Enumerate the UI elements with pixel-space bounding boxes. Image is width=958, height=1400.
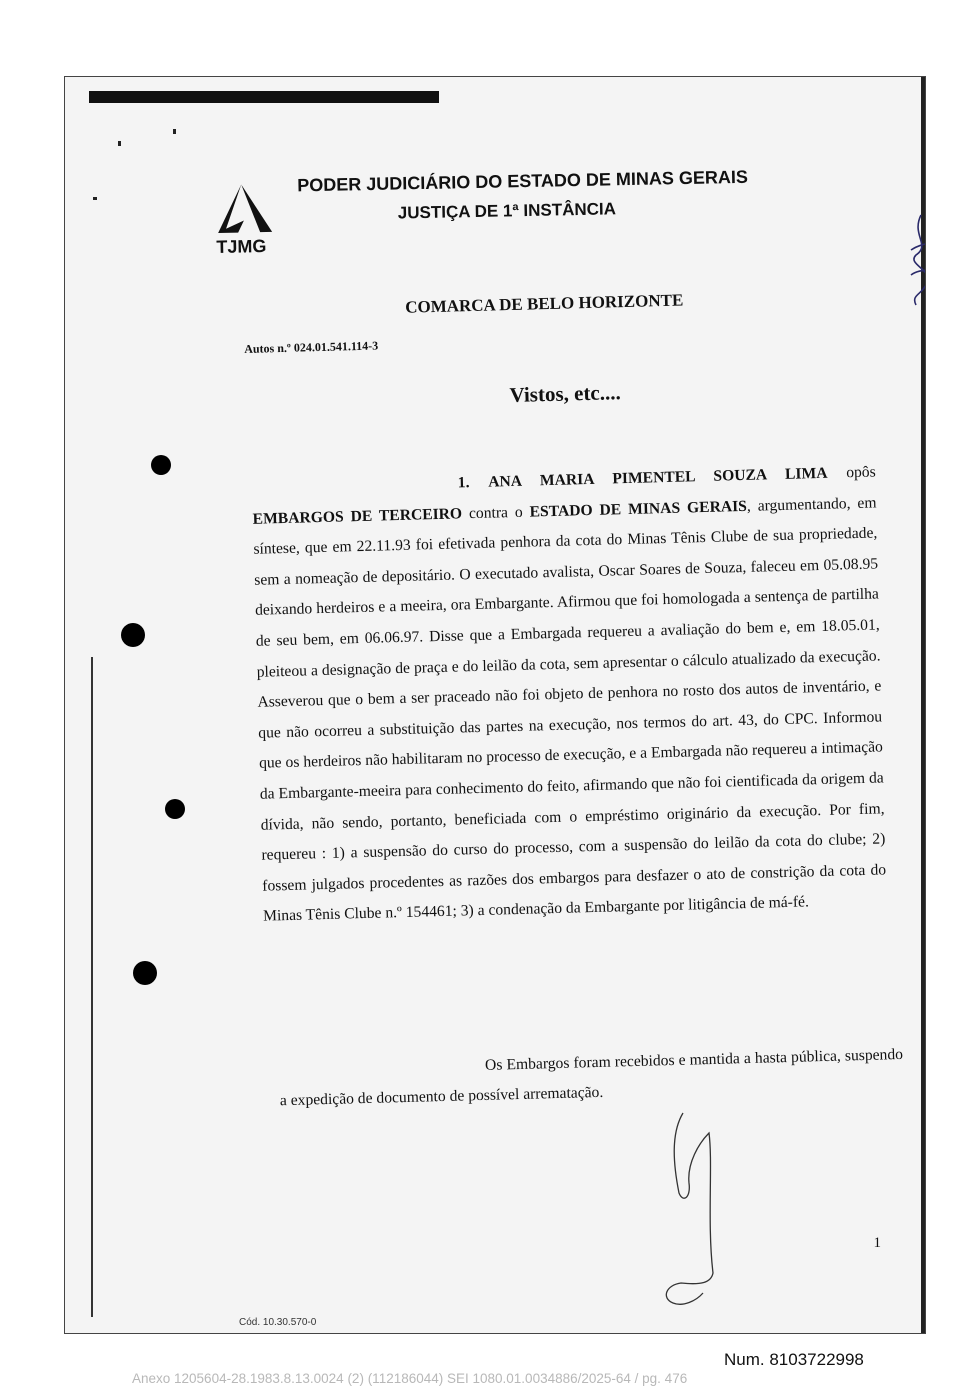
- punch-hole: [133, 961, 157, 985]
- handwritten-initials-icon: [881, 195, 926, 325]
- document-header: [215, 162, 775, 257]
- page-number: 1: [873, 1235, 881, 1251]
- embargos-title: EMBARGOS DE TERCEIRO: [252, 504, 463, 528]
- paragraph-1: [252, 458, 888, 933]
- paragraph-2: [279, 1040, 904, 1116]
- punch-hole: [151, 455, 171, 475]
- court-name: PODER JUDICIÁRIO DO ESTADO DE MINAS GERAIS: [297, 166, 749, 196]
- scanned-page: [64, 76, 926, 1334]
- form-code: Cód. 10.30.570-0: [239, 1317, 317, 1328]
- vistos-heading: Vistos, etc....: [509, 380, 622, 408]
- document-body: [243, 285, 904, 1110]
- scan-speck: [93, 197, 97, 200]
- paragraph-number: 1.: [457, 474, 470, 492]
- text-segment: Os Embargos foram recebidos e mantida a hasta pública, suspendo a expedição de documento de possível arrematação.: [279, 1045, 904, 1110]
- punch-hole: [121, 623, 145, 647]
- comarca-title: COMARCA DE BELO HORIZONTE: [404, 290, 684, 317]
- scan-top-bar: [89, 91, 439, 103]
- text-segment: , argumentando, em síntese, que em 22.11.93 foi efetivada penhora da cota do Minas Tênis Clube de sua propriedade, sem a nomeação de depositário. O executado avalista, Oscar Soares de Souza, faleceu em 05.08.95 deixando herdeiros e a meeira, ora Embargante. Afirmou que foi homologada a sentença de partilha de seu bem, em 06.06.97. Disse que a Embargada requereu a avaliação do bem e, em 18.05.01, pleiteou a designação de praça e do leilão da cota, sem apresentar o cálculo atualizado da execução. Asseverou que o bem a ser praceado não foi objeto de penhora no rosto dos autos de inventário, e que não ocorreu a substituição das partes na execução, nos termos do art. 43, do CPC. Informou que os herdeiros não habilitaram no processo de execução, e a Embargada não requereu a intimação da Embargante-meeira para conhecimento do feito, afirmando que não foi cientificada da origem da dívida, não sendo, portanto, beneficiada com o empréstimo originário da execução. Por fim, requereu : 1) a suspensão do curso do processo, com a suspensão do leilão da cota do clube; 2) fossem julgados procedentes as razões dos embargos para desfazer o ato de constrição da cota do Minas Tênis Clube n.º 154461; 3) a condenação da Embargante por litigância de má-fé.: [253, 494, 887, 925]
- scan-speck: [173, 129, 176, 134]
- scan-left-line: [91, 657, 93, 1317]
- handwritten-signature-icon: [661, 1103, 741, 1313]
- logo-text: TJMG: [216, 236, 267, 257]
- text-segment: opôs: [827, 463, 876, 482]
- punch-hole: [165, 799, 185, 819]
- scan-speck: [118, 141, 121, 146]
- annex-footer: Anexo 1205604-28.1983.8.13.0024 (2) (112186044) SEI 1080.01.0034886/2025-64 / pg. 476: [132, 1371, 688, 1386]
- party-name: ANA MARIA PIMENTEL SOUZA LIMA: [488, 464, 828, 491]
- court-instance: JUSTIÇA DE 1ª INSTÂNCIA: [397, 199, 617, 223]
- triangle-logo-icon: [211, 178, 278, 239]
- document-num: Num. 8103722998: [724, 1350, 864, 1369]
- case-number: Autos n.º 024.01.541.114-3: [244, 338, 379, 356]
- estado-name: ESTADO DE MINAS GERAIS: [529, 497, 748, 521]
- text-segment: contra o: [461, 503, 530, 522]
